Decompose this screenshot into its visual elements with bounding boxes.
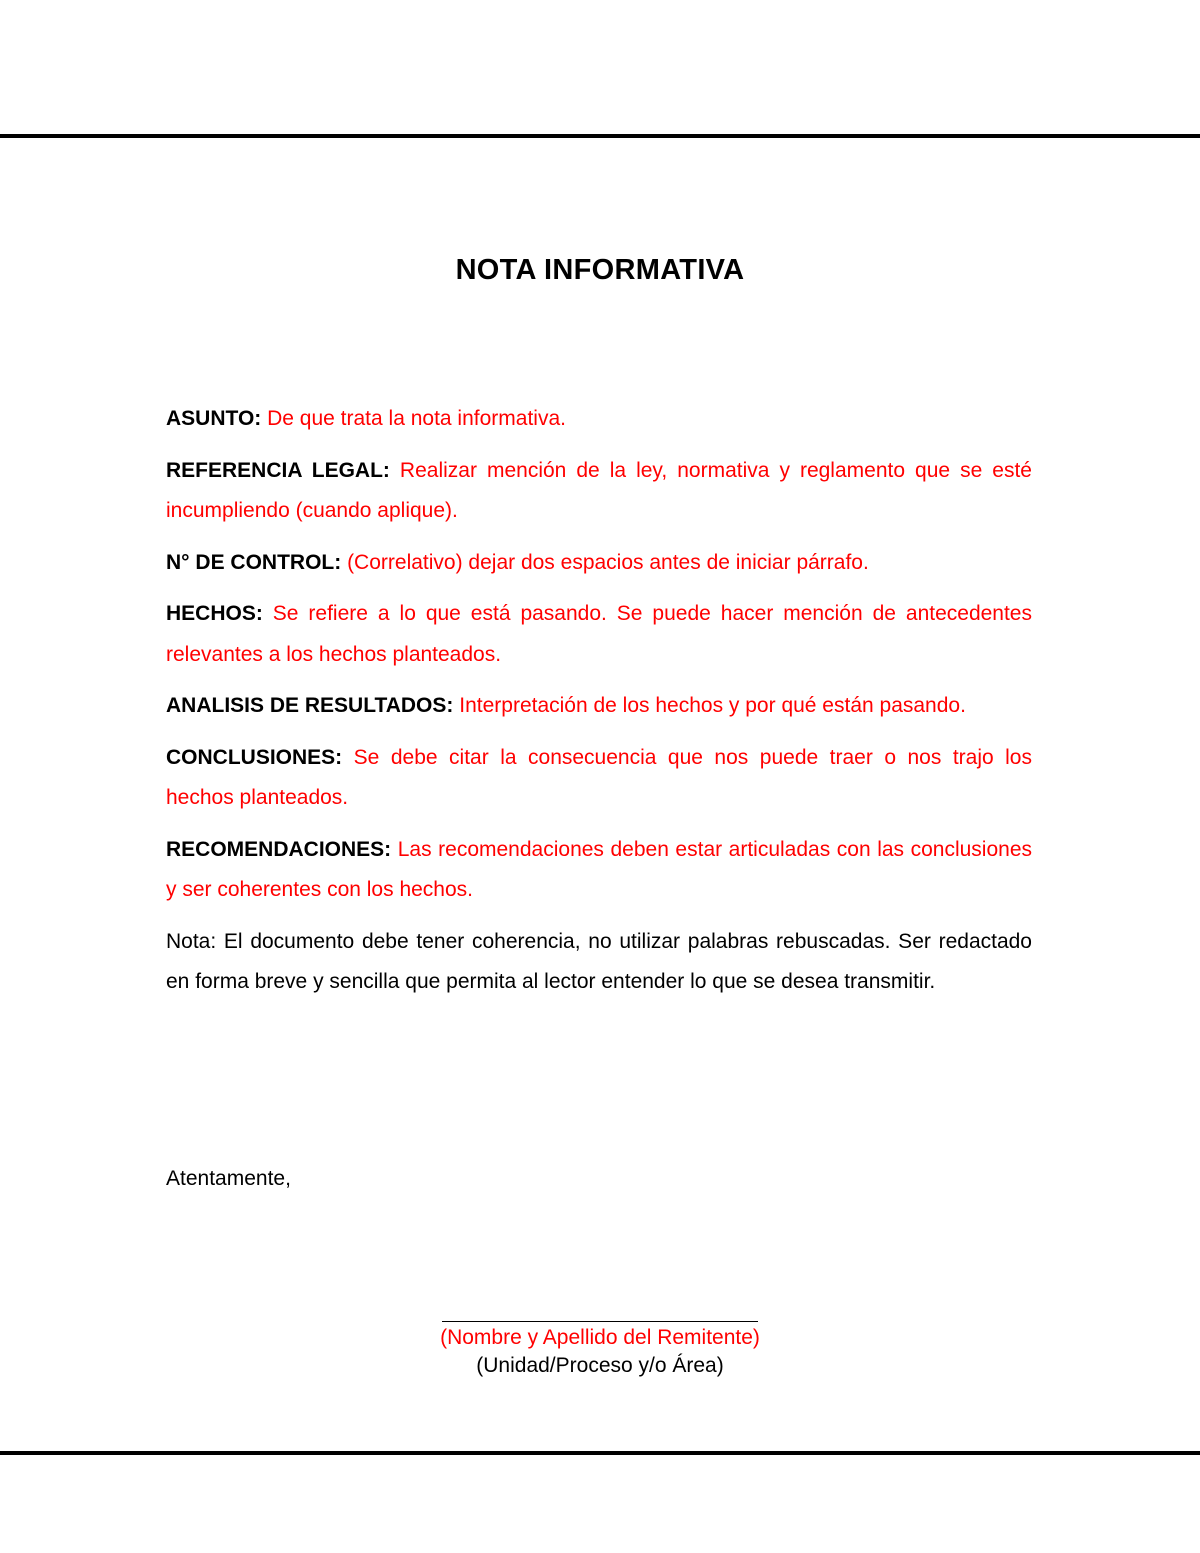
signature-line: [442, 1321, 758, 1322]
document-title: NOTA INFORMATIVA: [455, 254, 745, 286]
section-label: N° DE CONTROL:: [166, 550, 342, 574]
sender-name: (Nombre y Apellido del Remitente): [440, 1326, 760, 1349]
section-label: RECOMENDACIONES:: [166, 837, 392, 861]
top-horizontal-rule: [0, 134, 1200, 138]
section-label: HECHOS:: [166, 602, 263, 625]
section-label: REFERENCIA LEGAL:: [166, 458, 390, 482]
document-body: [166, 399, 1032, 1014]
section-text: Las recomendaciones deben estar articuladas con las conclusiones y ser coherentes con los hechos.: [166, 837, 1032, 901]
section-text: (Correlativo) dejar dos espacios antes de iniciar párrafo.: [347, 550, 869, 574]
section-hechos: [166, 594, 1032, 675]
section-recomendaciones: [166, 830, 1032, 911]
section-label: ASUNTO:: [166, 407, 262, 430]
section-numero-control: [166, 543, 1032, 584]
section-referencia-legal: [166, 451, 1032, 532]
signature-block: [0, 1300, 1200, 1380]
section-label: ANALISIS DE RESULTADOS:: [166, 694, 454, 717]
section-analisis-resultados: [166, 686, 1032, 727]
sender-unit: (Unidad/Proceso y/o Área): [476, 1354, 724, 1377]
bottom-horizontal-rule: [0, 1451, 1200, 1455]
section-asunto: [166, 399, 1032, 440]
section-label: CONCLUSIONES:: [166, 745, 343, 769]
section-text: Se refiere a lo que está pasando. Se puede hacer mención de antecedentes relevantes a los hechos planteados.: [166, 602, 1032, 666]
section-text: Se debe citar la consecuencia que nos puede traer o nos trajo los hechos planteados.: [166, 745, 1032, 809]
closing-salutation: Atentamente,: [166, 1167, 291, 1190]
note-paragraph: Nota: El documento debe tener coherencia, no utilizar palabras rebuscadas. Ser redactado en forma breve y sencilla que permita al lector entender lo que se desea transmitir.: [166, 929, 1032, 993]
section-text: De que trata la nota informativa.: [267, 407, 566, 430]
section-conclusiones: [166, 738, 1032, 819]
section-text: Realizar mención de la ley, normativa y reglamento que se esté incumpliendo (cuando aplique).: [166, 458, 1032, 522]
section-text: Interpretación de los hechos y por qué están pasando.: [459, 694, 966, 717]
